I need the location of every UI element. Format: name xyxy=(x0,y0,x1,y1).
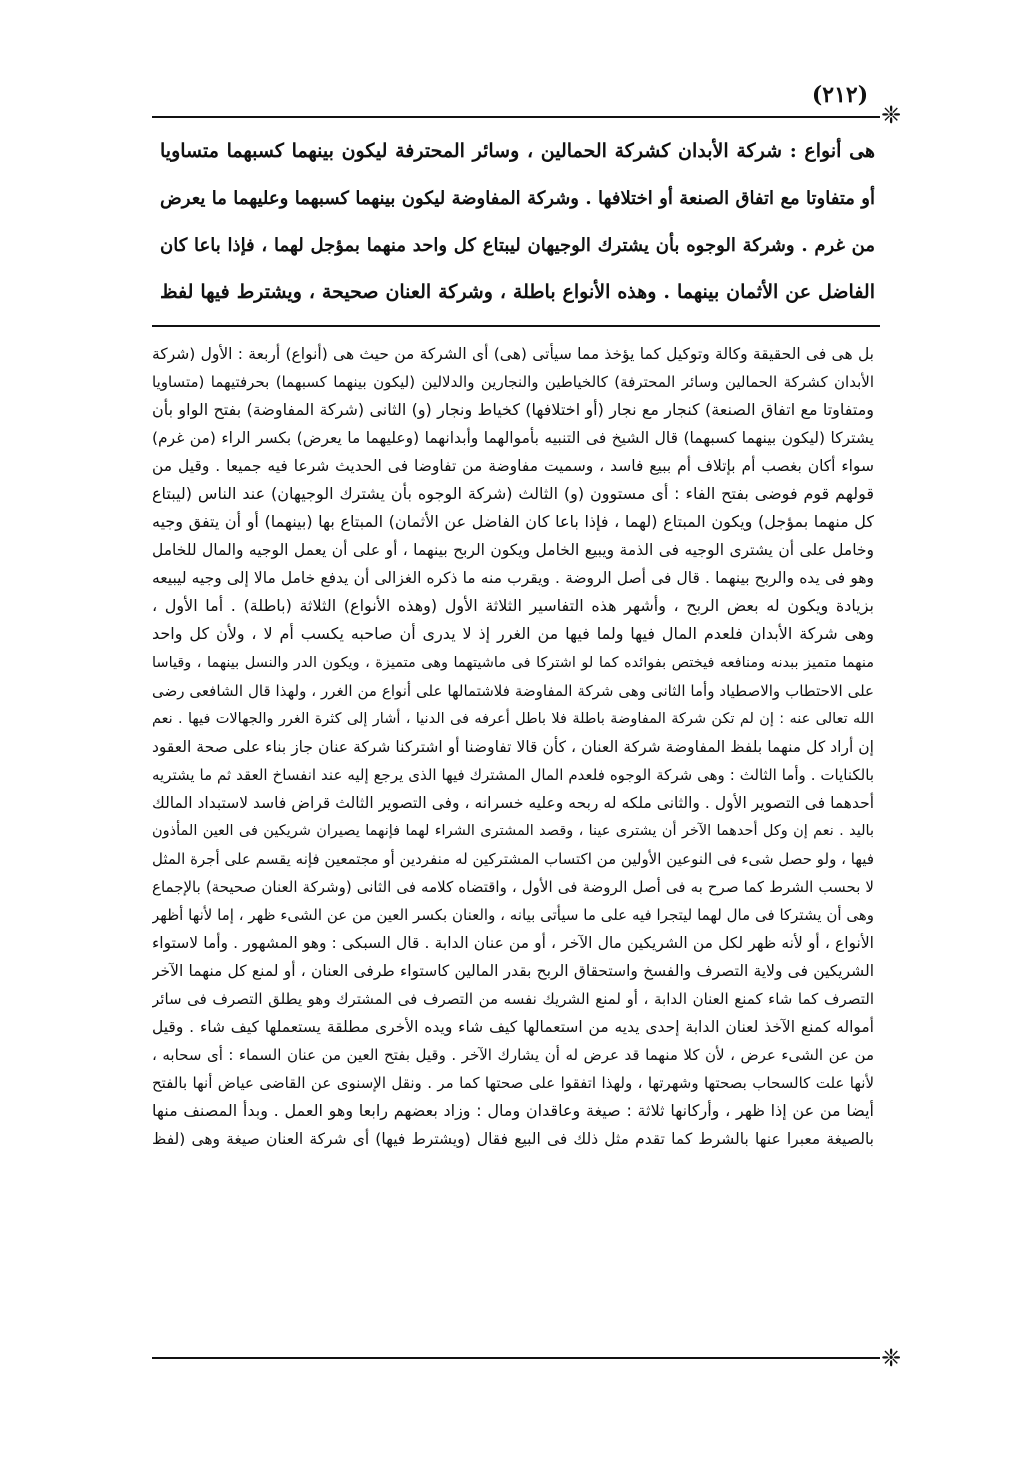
sharh-line: يشتركا (ليكون بينهما كسبهما) قال الشيخ فى التنبيه بأموالهما وأبدانهما (وعليهما ما يعرض) بكسر الراء (من غرم) xyxy=(152,429,874,448)
ornament-top-icon: ❈ xyxy=(880,101,902,129)
sharh-line: لأنها علت كالسحاب بصحتها وشهرتها ، ولهذا اتفقوا على صحتها كما مر . ونقل الإسنوى عن القاضى عياض أنها بالفتح xyxy=(152,1074,874,1093)
sharh-line: بالكنايات . وأما الثالث : وهى شركة الوجوه فلعدم المال المشترك فيها الذى يرجع إليه عند انفساخ العقد ثم ما يشتريه xyxy=(152,765,874,784)
sharh-line: قولهم قوم فوضى بفتح الفاء : أى مستوون (و) الثالث (شركة الوجوه بأن يشترك الوجيهان) عند الناس (ليبتاع xyxy=(152,484,874,504)
sharh-line: لا بحسب الشرط كما صرح به فى أصل الروضة فى الأول ، واقتضاه كلامه فى الثانى (وشركة العنان صحيحة) بالإجماع xyxy=(152,877,874,896)
sharh-line: إن أراد كل منهما بلفظ المفاوضة شركة العنان ، كأن قالا تفاوضنا أو اشتركنا شركة عنان جاز بناء على صحة العقود xyxy=(152,737,874,756)
matn-line: الفاضل عن الأثمان بينهما . وهذه الأنواع باطلة ، وشركة العنان صحيحة ، ويشترط فيها لفظ xyxy=(160,281,875,303)
sharh-line: أحدهما فى التصوير الأول . والثانى ملكه له ربحه وعليه خسرانه ، وفى التصوير الثالث قراض فاسد لاستبداد المالك xyxy=(152,793,874,812)
ornament-bottom-icon: ❈ xyxy=(880,1344,902,1372)
sharh-line: التصرف كما شاء كمنع العنان الدابة ، أو لمنع الشريك نفسه من التصرف فى المشترك وهو يطلق التصرف فى سائر xyxy=(152,990,874,1009)
commentary-sharh xyxy=(152,340,874,1350)
sharh-line: وهى أن يشتركا فى مال لهما ليتجرا فيه على ما سيأتى بيانه ، والعنان بكسر العين من عن الشىء ظهر ، إما لأنها أظهر xyxy=(152,905,874,924)
sharh-line: وهو فى يده والربح بينهما . قال فى أصل الروضة . ويقرب منه ما ذكره الغزالى أن يدفع خامل مالا إلى وجيه ليبيعه xyxy=(152,569,874,588)
sharh-line: باليد . نعم إن وكل أحدهما الآخر أن يشترى عينا ، وقصد المشترى الشراء لهما فإنهما يصيران شريكين فى العين المأذون xyxy=(152,822,874,839)
sharh-line: بزيادة ويكون له بعض الربح ، وأشهر هذه التفاسير الثلاثة الأول (وهذه الأنواع) الثلاثة (باطلة) . أما الأول ، xyxy=(152,596,874,616)
sharh-line: وهى شركة الأبدان فلعدم المال فيها ولما فيها من الغرر إذ لا يدرى أن صاحبه يكسب أم لا ، ولأن كل واحد xyxy=(152,624,874,644)
matn-line: من غرم . وشركة الوجوه بأن يشترك الوجيهان ليبتاع كل واحد منهما بمؤجل لهما ، فإذا باعا كان xyxy=(160,235,875,256)
matn-line: أو متفاوتا مع اتفاق الصنعة أو اختلافها . وشركة المفاوضة ليكون بينهما كسبهما وعليهما ما يعرض xyxy=(160,188,875,209)
sharh-line: أيضا من عن إذا ظهر ، وأركانها ثلاثة : صيغة وعاقدان ومال : وزاد بعضهم رابعا وهو العمل . وبدأ المصنف منها xyxy=(152,1101,874,1121)
sharh-line: ومتفاوتا مع اتفاق الصنعة) كنجار مع نجار (أو اختلافها) كخياط ونجار (و) الثانى (شركة المفاوضة) بفتح الواو بأن xyxy=(152,400,874,420)
sharh-line: الشريكين فى ولاية التصرف والفسخ واستحقاق الربح بقدر المالين كاستواء طرفى العنان ، أو لمنع كل منهما الآخر xyxy=(152,962,874,981)
separator-rule xyxy=(152,325,880,327)
page-number: (٢١٢) xyxy=(811,82,869,108)
sharh-line: سواء أكان بغصب أم بإتلاف أم ببيع فاسد ، وسميت مفاوضة من تفاوضا فى الحديث شرعا فيه جميعا . وقيل من xyxy=(152,457,874,476)
sharh-line: كل منهما بمؤجل) ويكون المبتاع (لهما ، فإذا باعا كان الفاضل عن الأثمان) المبتاع بها (بينهما) أو أن يتفق وجيه xyxy=(152,512,874,532)
sharh-line: فيها ، ولو حصل شىء فى النوعين الأولين من اكتساب المشتركين له منفردين أو مجتمعين فإنه يقسم على أجرة المثل xyxy=(152,849,874,868)
sharh-line: على الاحتطاب والاصطياد وأما الثانى وهى شركة المفاوضة فلاشتمالها على أنواع من الغرر ، ولهذا قال الشافعى رضى xyxy=(152,681,874,700)
sharh-line: بالصيغة معبرا عنها بالشرط كما تقدم مثل ذلك فى البيع فقال (ويشترط فيها) أى شركة العنان صيغة وهى (لفظ xyxy=(152,1130,874,1149)
sharh-line: الأنواع ، أو لأنه ظهر لكل من الشريكين مال الآخر ، أو من عنان الدابة . قال السبكى : وهو المشهور . وأما لاستواء xyxy=(152,933,874,952)
sharh-line: الأبدان كشركة الحمالين وسائر المحترفة) كالخياطين والنجارين والدلالين (ليكون بينهما كسبهما) بحرفتيهما (متساويا xyxy=(152,373,874,392)
sharh-line: الله تعالى عنه : إن لم تكن شركة المفاوضة باطلة فلا باطل أعرفه فى الدنيا ، أشار إلى كثرة الغرر والجهالات فيها . نعم xyxy=(152,710,874,727)
top-rule xyxy=(152,116,880,118)
main-text-matn xyxy=(160,128,875,318)
sharh-line: منهما متميز ببدنه ومنافعه فيختص بفوائده كما لو اشتركا فى ماشيتهما وهى متميزة ، ويكون الدر والنسل بينهما ، وقياسا xyxy=(152,654,874,671)
sharh-line: بل هى فى الحقيقة وكالة وتوكيل كما يؤخذ مما سيأتى (هى) أى الشركة من حيث هى (أنواع) أربعة : الأول (شركة xyxy=(152,345,874,363)
sharh-line: وخامل على أن يشترى الوجيه فى الذمة ويبيع الخامل ويكون الربح بينهما ، أو على أن يعمل الوجيه والمال للخامل xyxy=(152,541,874,560)
sharh-line: أمواله كمنع الآخذ لعنان الدابة إحدى يديه من استعمالها كيف شاء ويده الأخرى مطلقة يستعملها كيف شاء . وقيل xyxy=(152,1018,874,1037)
matn-line: هى أنواع : شركة الأبدان كشركة الحمالين ، وسائر المحترفة ليكون بينهما كسبهما متساويا xyxy=(160,140,875,162)
bottom-rule xyxy=(152,1357,880,1359)
sharh-line: من عن الشىء عرض ، لأن كلا منهما قد عرض له أن يشارك الآخر . وقيل بفتح العين من عنان السماء : أى سحابه ، xyxy=(152,1046,874,1065)
